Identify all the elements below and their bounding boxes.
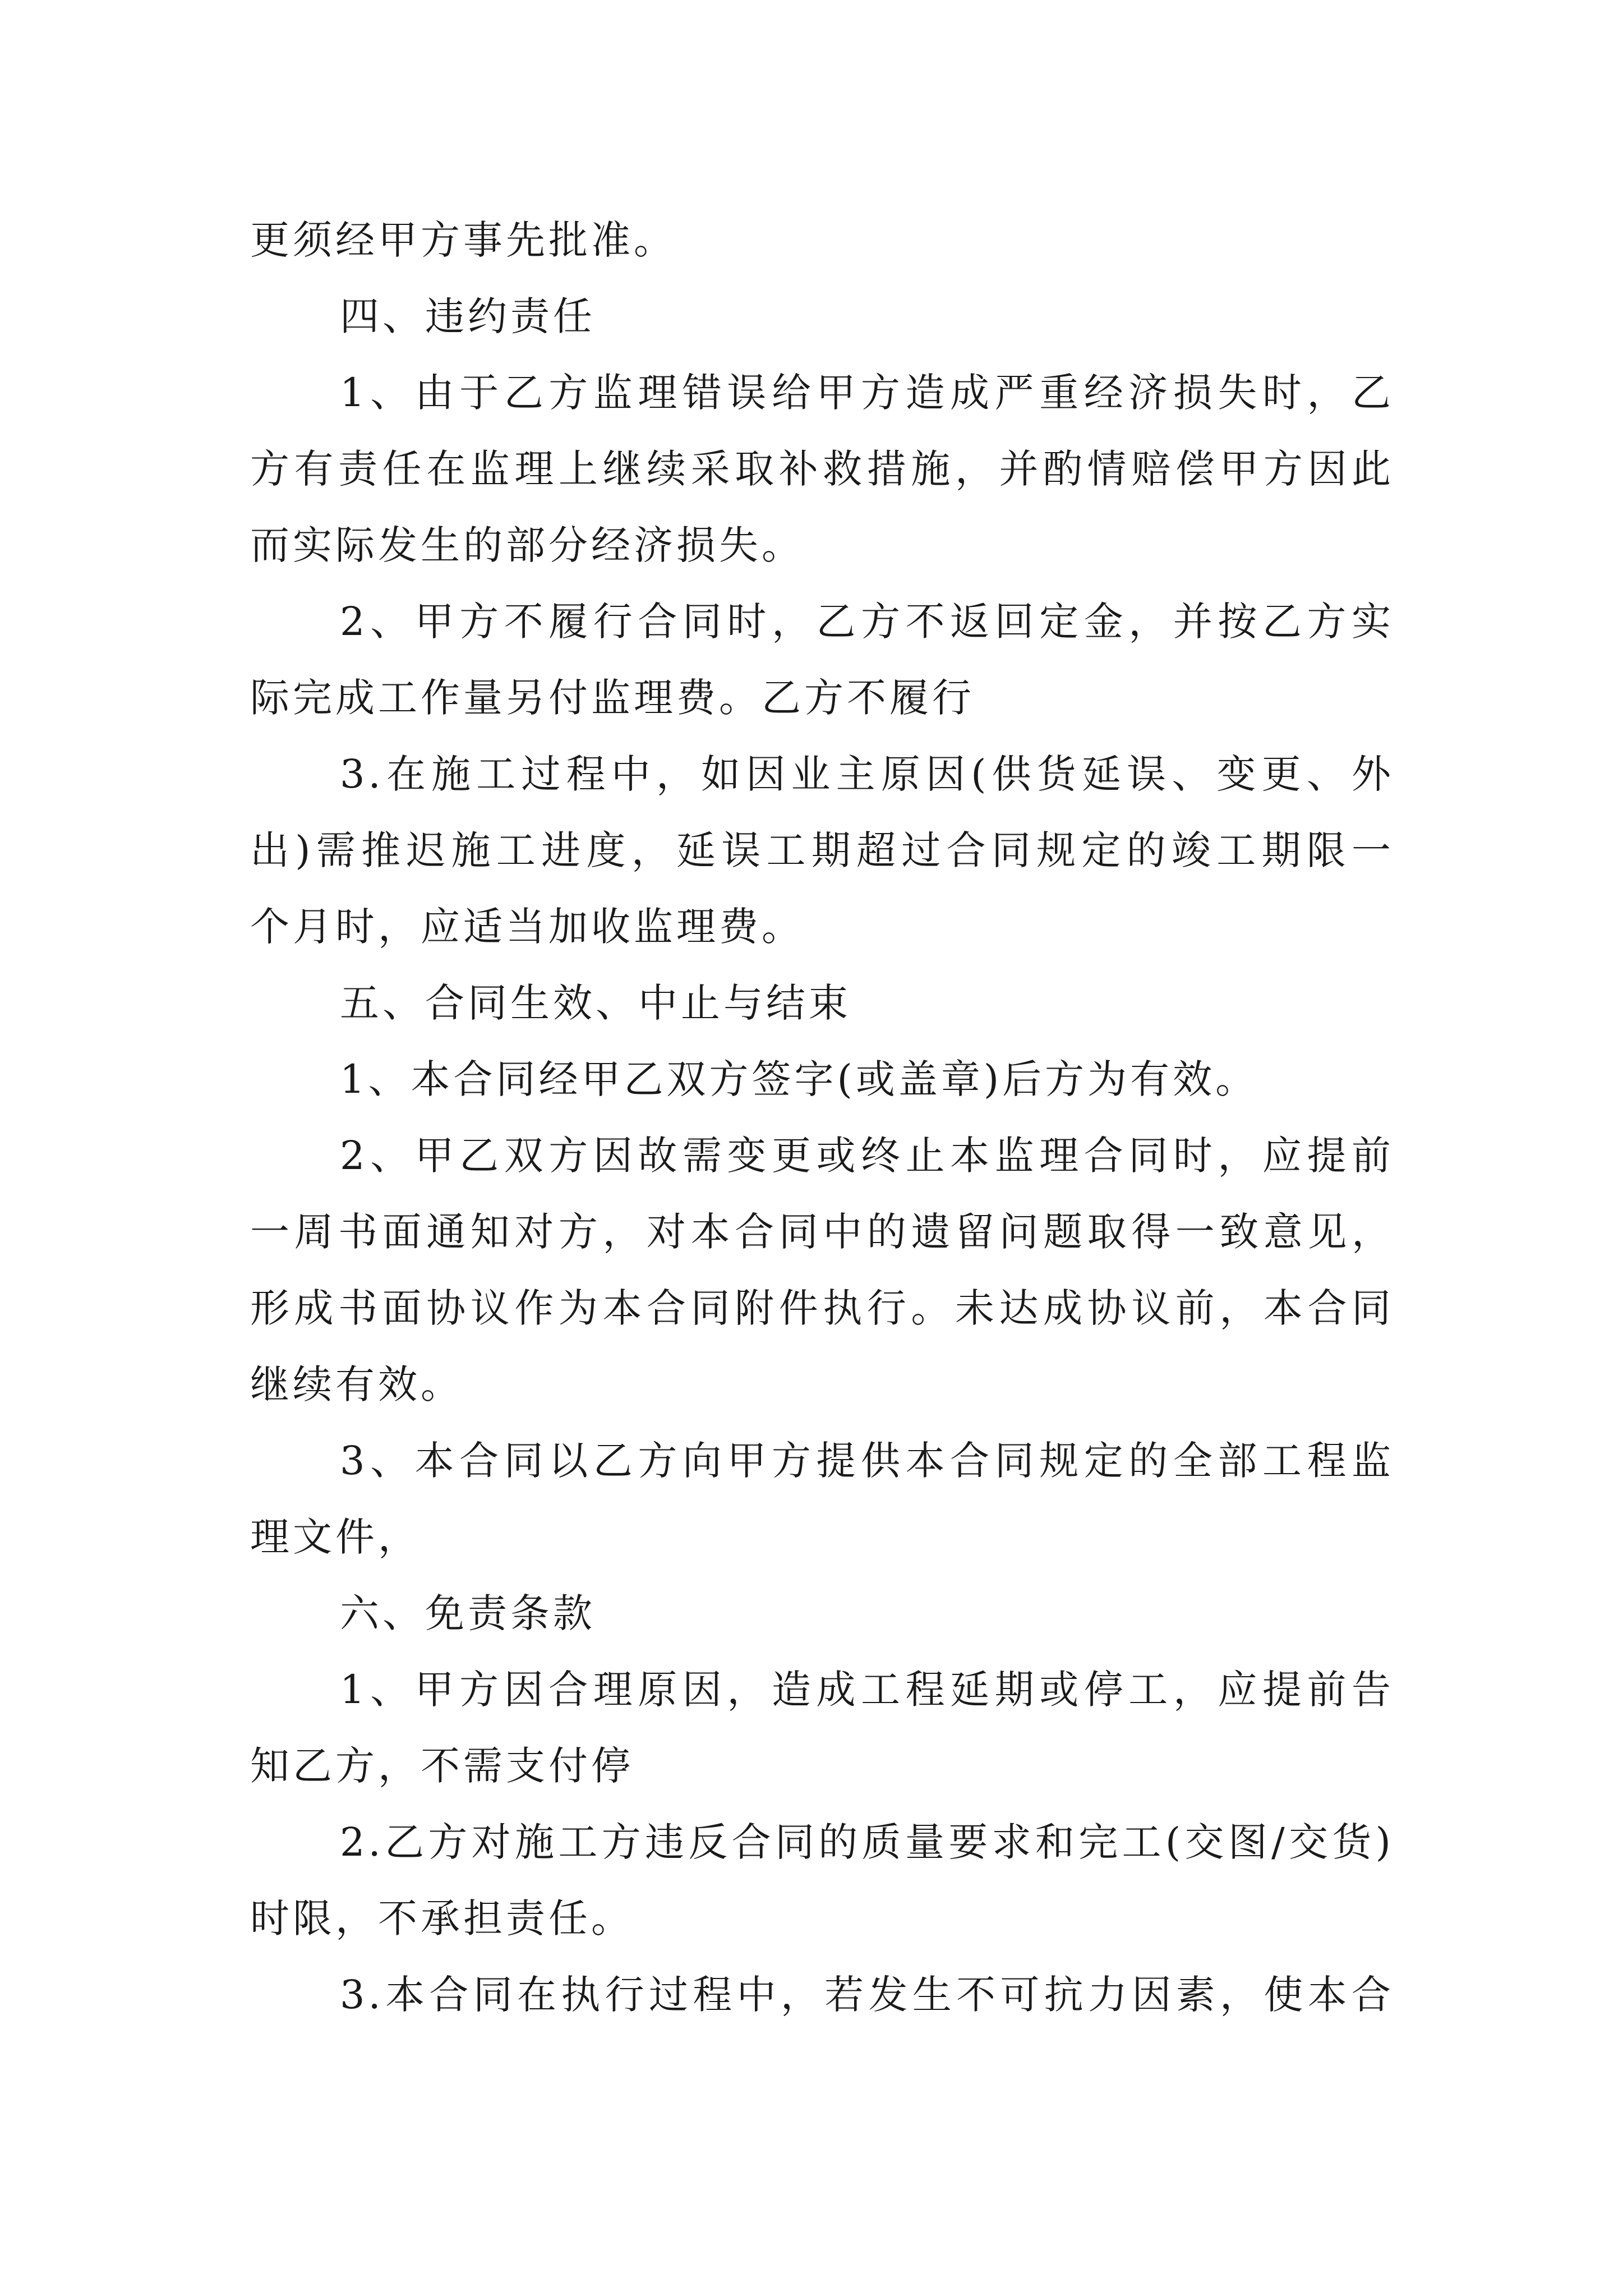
text-line: 知乙方，不需支付停 [250,1743,634,1789]
section-heading-breach: 四、违约责任 [340,293,596,339]
text-line: 出)需推迟施工进度，延误工期超过合同规定的竣工期限一 [250,827,1394,873]
text-line: 1、本合同经甲乙双方签字(或盖章)后方为有效。 [340,1056,1258,1102]
text-line: 个月时，应适当加收监理费。 [250,904,804,950]
text-line: 际完成工作量另付监理费。乙方不履行 [250,675,975,721]
text-line: 1、由于乙方监理错误给甲方造成严重经济损失时，乙 [340,370,1394,416]
text-line: 1、甲方因合理原因，造成工程延期或停工，应提前告 [340,1667,1394,1713]
text-line: 理文件， [250,1514,421,1560]
text-line: 时限，不承担责任。 [250,1895,634,1941]
text-line: 方有责任在监理上继续采取补救措施，并酌情赔偿甲方因此 [250,446,1394,492]
text-line: 而实际发生的部分经济损失。 [250,522,804,568]
section-heading-effect: 五、合同生效、中止与结束 [340,980,851,1026]
text-line: 2、甲方不履行合同时，乙方不返回定金，并按乙方实 [340,599,1394,645]
text-line: 一周书面通知对方，对本合同中的遗留问题取得一致意见， [250,1209,1394,1255]
text-line: 2、甲乙双方因故需变更或终止本监理合同时，应提前 [340,1133,1394,1179]
text-line: 3.在施工过程中，如因业主原因(供货延误、变更、外 [340,751,1394,797]
text-line: 3.本合同在执行过程中，若发生不可抗力因素，使本合 [340,1972,1394,2018]
contract-body [250,202,1394,2033]
text-line: 2.乙方对施工方违反合同的质量要求和完工(交图/交货) [340,1819,1394,1865]
section-heading-exemption: 六、免责条款 [340,1590,596,1636]
text-line: 更须经甲方事先批准。 [250,217,676,263]
text-line: 形成书面协议作为本合同附件执行。未达成协议前，本合同 [250,1285,1394,1331]
text-line: 3、本合同以乙方向甲方提供本合同规定的全部工程监 [340,1438,1394,1484]
text-line: 继续有效。 [250,1361,463,1407]
